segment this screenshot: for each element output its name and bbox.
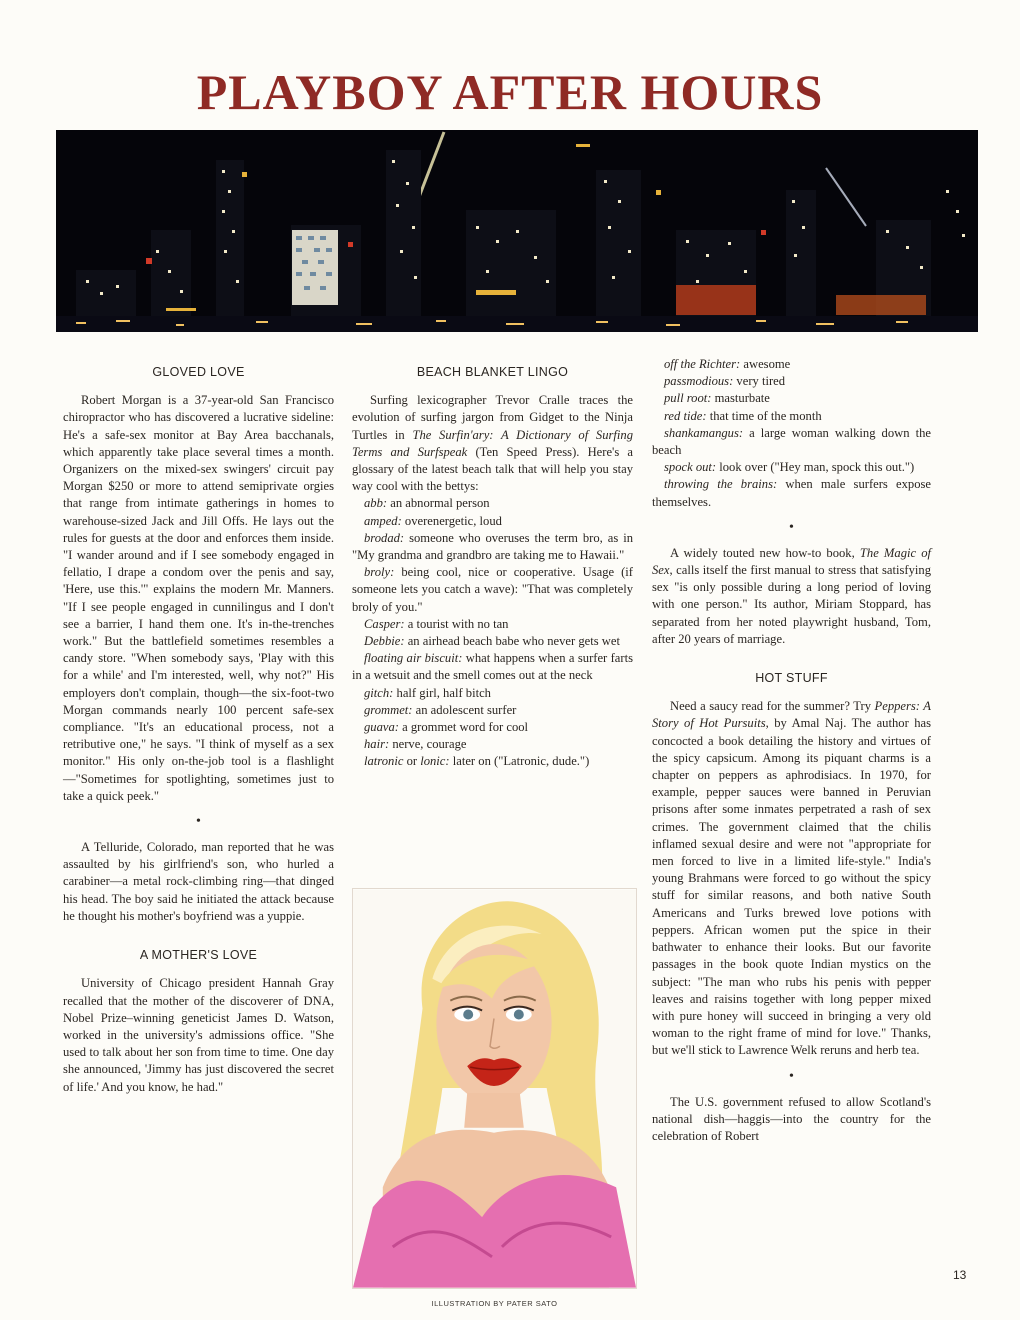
glossary-entry: red tide: that time of the month [664, 408, 822, 423]
glossary-entry: gitch: half girl, half bitch [364, 685, 491, 700]
column-middle [352, 356, 633, 771]
glossary-entry: latronic or lonic: later on ("Latronic, dude.") [364, 754, 590, 769]
page-title: PLAYBOY AFTER HOURS [196, 64, 824, 120]
book-title: The Magic of Sex [652, 545, 931, 578]
illustration-credit: ILLUSTRATION BY PATER SATO [431, 1299, 558, 1308]
glossary-entry: guava: a grommet word for cool [364, 720, 529, 735]
column-left [63, 356, 334, 1096]
heading-mothers-love: A MOTHER'S LOVE [139, 948, 258, 963]
glossary-entry: spock out: look over ("Hey man, spock this out.") [664, 460, 915, 475]
heading-gloved-love: GLOVED LOVE [152, 365, 245, 379]
glossary-entry: throwing the brains: when male surfers expose themselves. [652, 477, 931, 509]
article-beach-lingo-intro: Surfing lexicographer Trevor Cralle traces the evolution of surfing jargon from Gidget to the Ninja Turtles in The Surfin'ary: A Dictionary of Surfing Terms and Surfspeak (Ten Speed Press). Here's a glossary of the latest beach talk that will help you stay way cool with the bettys: [352, 393, 633, 494]
glossary-entry: brodad: someone who overuses the term bro, as in "My grandma and grandbro are taking me to Hawaii." [352, 530, 633, 563]
page-number: 13 [953, 1268, 967, 1282]
article-telluride: A Telluride, Colorado, man reported that he was assaulted by his girlfriend's son, who hurled a carabiner—a metal rock-climbing ring—that dinged his head. The boy said he initiated the attack because he thought his mother's boyfriend was a yuppie. [63, 840, 334, 923]
glossary-entry: floating air biscuit: what happens when a surfer farts in a wetsuit and the smell comes out at the neck [352, 651, 633, 683]
article-gloved-love: Robert Morgan is a 37-year-old San Francisco chiropractor who has discovered a lucrative sideline: He's a safe-sex monitor at Bay Area bacchanals, which apparently take place several times a month. Organizers on the mixed-sex swingers' circuit pay Morgan $250 or more to attend semiprivate orgies that range from intimate gatherings in homes to warehouse-sized Jack and Jill Offs. He lays out the rules for guests at the door and enforces them inside. "I wander around and if I see somebody engaged in fellatio, I drape a condom over the penis and say, 'Here, use this.'" explains the modern Mr. Manners. "If I see people engaged in cunnilingus and I don't see a barrier, I hand them one. It's in-the-trenches work." But the battlefield sometimes resembles a candy store. "When somebody says, 'Play with this for a while' and I'm interested, well, why not?" His employers don't complain, though—the six-foot-two Morgan commands nearly 100 percent safe-sex compliance. "It's an educational process, not a retributive one," he says. "I think of myself as a sex monitor." His only on-the-job tool is a flashlight—"Sometimes for spotlighting, sometimes just to take a quick peek." [63, 393, 334, 803]
section-separator: • [196, 814, 201, 830]
glossary-entry: amped: overenergetic, loud [364, 513, 502, 528]
section-separator: • [789, 1068, 794, 1084]
column-right [652, 356, 931, 1145]
article-haggis: The U.S. government refused to allow Scotland's national dish—haggis—into the country for the celebration of Robert [652, 1094, 931, 1143]
glossary-entry: grommet: an adolescent surfer [364, 702, 517, 717]
city-skyline-illustration [56, 130, 978, 332]
heading-hot-stuff: HOT STUFF [755, 671, 828, 686]
heading-beach-lingo: BEACH BLANKET LINGO [416, 365, 569, 379]
glossary-entry: shankamangus: a large woman walking down the beach [652, 425, 931, 458]
section-separator: • [789, 519, 794, 535]
glossary-entry: Casper: a tourist with no tan [364, 616, 509, 631]
glossary-entry: abb: an abnormal person [364, 496, 490, 511]
glossary-entry: broly: being cool, nice or cooperative. Usage (if someone lets you catch a wave): "That was completely broly of you." [352, 565, 633, 614]
article-hot-stuff: Need a saucy read for the summer? Try Peppers: A Story of Hot Pursuits, by Amal Naj. The author has concocted a book detailing the history and virtues of the spicy capsicum. Among its piquant charms is a chapter on peppers as aphrodisiacs. In 1970, for example, pepper sauces were banned in Peruvian prisons after some inmates perpetrated a rash of sex crimes. The government claimed that the chilis inflamed sexual desire and were not "appropriate for men forced to live in a limited life-style." India's young Brahmans were forced to go without the spicy stuff for similar reasons, and both native South Americans and Turks brewed love potions with peppers. African women put the spice in their bathwater to enhance their looks. But our favorite passages in the book quote Indian mystics on the subject: "The man who rubs his penis with pepper leaves and raisins together with long pepper mixed with pure honey will succeed in bringing a very old woman to the right frame of mind for love." Thanks, but we'll stick to Lawrence Welk reruns and herb tea. [652, 699, 932, 1058]
glossary-entry: pull root: masturbate [664, 391, 770, 406]
glossary-entry: off the Richter: awesome [664, 357, 791, 371]
article-mothers-love: University of Chicago president Hannah Gray recalled that the mother of the discoverer of DNA, Nobel Prize–winning geneticist James D. Watson, worked in the university's admissions office. "She used to talk about her son from time to time. One day she announced, 'Jimmy has just discovered the secret of life.' And you know, he had." [63, 976, 334, 1094]
glossary-entry: passmodious: very tired [664, 374, 786, 389]
glossary-entry: Debbie: an airhead beach babe who never gets wet [364, 634, 620, 649]
book-title: The Surfin'ary: A Dictionary of Surfing Terms and Surfspeak [352, 427, 633, 459]
glossary-entry: hair: nerve, courage [364, 737, 467, 752]
article-magic-of-sex: A widely touted new how-to book, The Magic of Sex, calls itself the first manual to stress that satisfying sex "is only possible during a long period of loving with one person." Its author, Miriam Stoppard, has separated from her noted playwright husband, Tom, after 20 years of marriage. [652, 545, 931, 646]
book-title: Peppers: A Story of Hot Pursuits [652, 699, 931, 731]
portrait-illustration [352, 888, 637, 1289]
